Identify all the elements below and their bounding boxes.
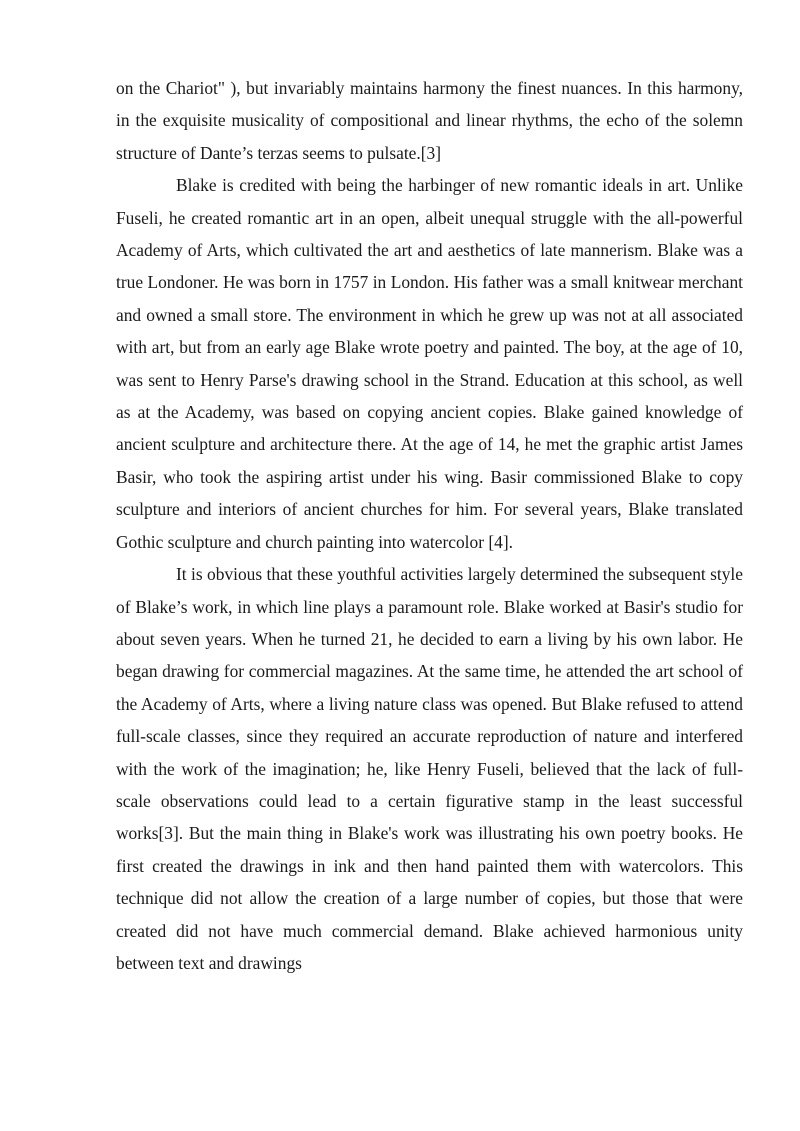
paragraph-continuation: on the Chariot" ), but invariably maintains harmony the finest nuances. In this harmony, in the exquisite musicality of compositional and linear rhythms, the echo of the solemn structure of Dante’s terzas seems to pulsate.[3]	[116, 78, 743, 163]
paragraph-blake-style: It is obvious that these youthful activities largely determined the subsequent style of Blake’s work, in which line plays a paramount role. Blake worked at Basir's studio for about seven years. When he turned 21, he decided to earn a living by his own labor. He began drawing for commercial magazines. At the same time, he attended the art school of the Academy of Arts, where a living nature class was opened. But Blake refused to attend full-scale classes, since they required an accurate reproduction of nature and interfered with the work of the imagination; he, like Henry Fuseli, believed that the lack of full-scale observations could lead to a certain figurative stamp in the least successful works[3]. But the main thing in Blake's work was illustrating his own poetry books. He first created the drawings in ink and then hand painted them with watercolors. This technique did not allow the creation of a large number of copies, but those that were created did not have much commercial demand. Blake achieved harmonious unity between text and drawings	[116, 564, 743, 973]
paragraph-blake-biography: Blake is credited with being the harbinger of new romantic ideals in art. Unlike Fuseli, he created romantic art in an open, albeit unequal struggle with the all-powerful Academy of Arts, which cultivated the art and aesthetics of late mannerism. Blake was a true Londoner. He was born in 1757 in London. His father was a small knitwear merchant and owned a small store. The environment in which he grew up was not at all associated with art, but from an early age Blake wrote poetry and painted. The boy, at the age of 10, was sent to Henry Parse's drawing school in the Strand. Education at this school, as well as at the Academy, was based on copying ancient copies. Blake gained knowledge of ancient sculpture and architecture there. At the age of 14, he met the graphic artist James Basir, who took the aspiring artist under his wing. Basir commissioned Blake to copy sculpture and interiors of ancient churches for him. For several years, Blake translated Gothic sculpture and church painting into watercolor [4].	[116, 175, 743, 552]
body-text	[116, 72, 743, 979]
